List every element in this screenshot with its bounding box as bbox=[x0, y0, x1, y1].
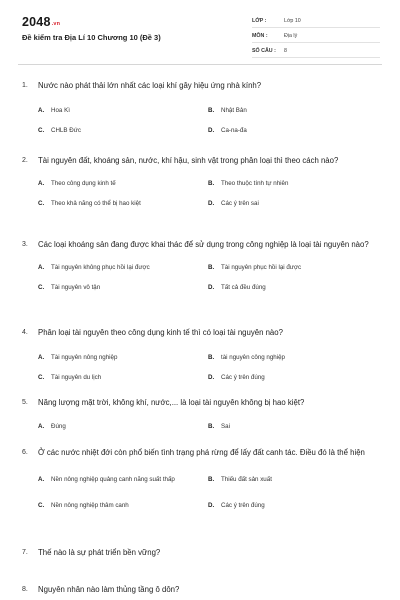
option-text: Theo khả năng có thể bị hao kiệt bbox=[51, 199, 141, 207]
question-5 bbox=[22, 397, 382, 447]
option-letter: B. bbox=[208, 475, 215, 483]
answer-option-a[interactable] bbox=[38, 347, 208, 367]
answer-option-b[interactable] bbox=[208, 173, 378, 193]
option-letter: D. bbox=[208, 373, 215, 381]
question-2 bbox=[22, 155, 382, 239]
option-text: Nhật Bản bbox=[221, 106, 247, 114]
question-number: 1. bbox=[22, 82, 28, 89]
question-text: Nước nào phát thải lớn nhất các loại khí gây hiệu ứng nhà kính? bbox=[38, 81, 262, 90]
option-letter: B. bbox=[208, 263, 215, 271]
answer-option-d[interactable] bbox=[208, 277, 378, 297]
meta-key: MÔN : bbox=[252, 32, 268, 39]
quiz-meta-panel bbox=[252, 14, 380, 59]
question-8 bbox=[22, 584, 382, 596]
answer-option-b[interactable] bbox=[208, 463, 378, 495]
option-text: Tài nguyên phục hồi lại được bbox=[221, 263, 302, 271]
option-text: Theo thuộc tính tự nhiên bbox=[221, 179, 289, 187]
meta-row-subject bbox=[252, 29, 380, 43]
option-letter: A. bbox=[38, 422, 45, 430]
option-text: Nền nông nghiệp quảng canh năng suất thấp bbox=[51, 475, 175, 483]
option-letter: D. bbox=[208, 126, 215, 134]
question-text: Năng lượng mặt trời, không khí, nước,... là loại tài nguyên không bị hao kiệt? bbox=[38, 398, 305, 407]
answer-option-d[interactable] bbox=[208, 367, 378, 387]
meta-key: LỚP : bbox=[252, 17, 267, 24]
answer-option-a[interactable] bbox=[38, 100, 208, 120]
option-letter: A. bbox=[38, 263, 45, 271]
answer-option-b[interactable] bbox=[208, 416, 378, 436]
site-logo[interactable] bbox=[22, 15, 60, 29]
page-title: Đề kiểm tra Địa Lí 10 Chương 10 (Đề 3) bbox=[22, 33, 161, 42]
answer-option-d[interactable] bbox=[208, 193, 378, 213]
logo-suffix: .vn bbox=[51, 21, 61, 27]
question-3 bbox=[22, 239, 382, 327]
option-letter: B. bbox=[208, 106, 215, 114]
meta-key: SỐ CÂU : bbox=[252, 47, 276, 54]
answer-option-a[interactable] bbox=[38, 257, 208, 277]
option-text: Hoa Kì bbox=[51, 106, 70, 114]
option-letter: A. bbox=[38, 353, 45, 361]
question-7 bbox=[22, 547, 382, 584]
question-text: Nguyên nhân nào làm thủng tầng ô dôn? bbox=[38, 585, 180, 594]
question-number: 2. bbox=[22, 157, 28, 164]
answer-option-d[interactable] bbox=[208, 495, 378, 515]
question-number: 7. bbox=[22, 549, 28, 556]
option-text: Tài nguyên nông nghiệp bbox=[51, 353, 118, 361]
option-text: Tài nguyên không phục hồi lại được bbox=[51, 263, 150, 271]
question-text: Tài nguyên đất, khoáng sản, nước, khí hậu, sinh vật trong phân loại thì theo cách nào? bbox=[38, 156, 339, 165]
option-text: Theo công dụng kinh tế bbox=[51, 179, 116, 187]
option-text: Tài nguyên du lịch bbox=[51, 373, 102, 381]
option-text: Các ý trên đúng bbox=[221, 501, 265, 509]
question-number: 8. bbox=[22, 586, 28, 593]
option-letter: C. bbox=[38, 126, 45, 134]
question-number: 6. bbox=[22, 449, 28, 456]
question-number: 3. bbox=[22, 241, 28, 248]
question-1 bbox=[22, 80, 382, 155]
option-letter: B. bbox=[208, 353, 215, 361]
option-letter: A. bbox=[38, 106, 45, 114]
answer-options bbox=[38, 416, 382, 436]
question-text: Các loại khoáng sản đang được khai thác để sử dụng trong công nghiệp là loại tài nguyên nào? bbox=[38, 240, 369, 249]
question-6 bbox=[22, 447, 382, 547]
answer-option-d[interactable] bbox=[208, 120, 378, 140]
option-letter: B. bbox=[208, 179, 215, 187]
answer-options bbox=[38, 100, 382, 140]
option-text: Các ý trên sai bbox=[221, 199, 259, 207]
answer-options bbox=[38, 463, 382, 515]
answer-options bbox=[38, 347, 382, 387]
option-text: Ca-na-đa bbox=[221, 126, 247, 134]
option-text: Tất cả đều đúng bbox=[221, 283, 266, 291]
answer-option-c[interactable] bbox=[38, 277, 208, 297]
option-letter: C. bbox=[38, 199, 45, 207]
answer-options bbox=[38, 257, 382, 297]
question-number: 5. bbox=[22, 399, 28, 406]
answer-option-a[interactable] bbox=[38, 463, 208, 495]
option-text: Nền nông nghiệp thâm canh bbox=[51, 501, 129, 509]
option-text: Đúng bbox=[51, 422, 66, 430]
option-letter: D. bbox=[208, 501, 215, 509]
answer-option-a[interactable] bbox=[38, 416, 208, 436]
answer-option-b[interactable] bbox=[208, 347, 378, 367]
answer-option-c[interactable] bbox=[38, 367, 208, 387]
question-text: Thế nào là sự phát triển bền vững? bbox=[38, 548, 161, 557]
answer-option-c[interactable] bbox=[38, 120, 208, 140]
question-number: 4. bbox=[22, 329, 28, 336]
option-text: tài nguyên công nghiệp bbox=[221, 353, 285, 361]
option-letter: D. bbox=[208, 199, 215, 207]
option-text: Tài nguyên vô tận bbox=[51, 283, 101, 291]
question-list bbox=[22, 80, 382, 596]
meta-value: Địa lý bbox=[284, 32, 298, 39]
meta-row-class bbox=[252, 14, 380, 28]
option-text: Thiếu đất sản xuất bbox=[221, 475, 272, 483]
answer-option-c[interactable] bbox=[38, 193, 208, 213]
header-divider bbox=[18, 64, 382, 65]
option-letter: A. bbox=[38, 179, 45, 187]
option-letter: C. bbox=[38, 283, 45, 291]
meta-value: 8 bbox=[284, 47, 287, 54]
answer-option-a[interactable] bbox=[38, 173, 208, 193]
answer-option-c[interactable] bbox=[38, 495, 208, 515]
answer-options bbox=[38, 173, 382, 213]
meta-row-count bbox=[252, 44, 380, 58]
question-text: Ở các nước nhiệt đới còn phổ biến tình trạng phá rừng để lấy đất canh tác. Điều đó là thể hiện bbox=[38, 448, 365, 457]
option-letter: C. bbox=[38, 373, 45, 381]
answer-option-b[interactable] bbox=[208, 100, 378, 120]
option-text: Sai bbox=[221, 422, 230, 430]
logo-main: 2048 bbox=[22, 15, 51, 29]
question-text: Phân loại tài nguyên theo công dụng kinh tế thì có loại tài nguyên nào? bbox=[38, 328, 283, 337]
option-text: Các ý trên đúng bbox=[221, 373, 265, 381]
answer-option-b[interactable] bbox=[208, 257, 378, 277]
option-letter: A. bbox=[38, 475, 45, 483]
option-letter: C. bbox=[38, 501, 45, 509]
meta-value: Lớp 10 bbox=[284, 17, 301, 24]
option-text: CHLB Đức bbox=[51, 126, 81, 134]
option-letter: B. bbox=[208, 422, 215, 430]
page-header bbox=[0, 0, 400, 62]
question-4 bbox=[22, 327, 382, 397]
option-letter: D. bbox=[208, 283, 215, 291]
